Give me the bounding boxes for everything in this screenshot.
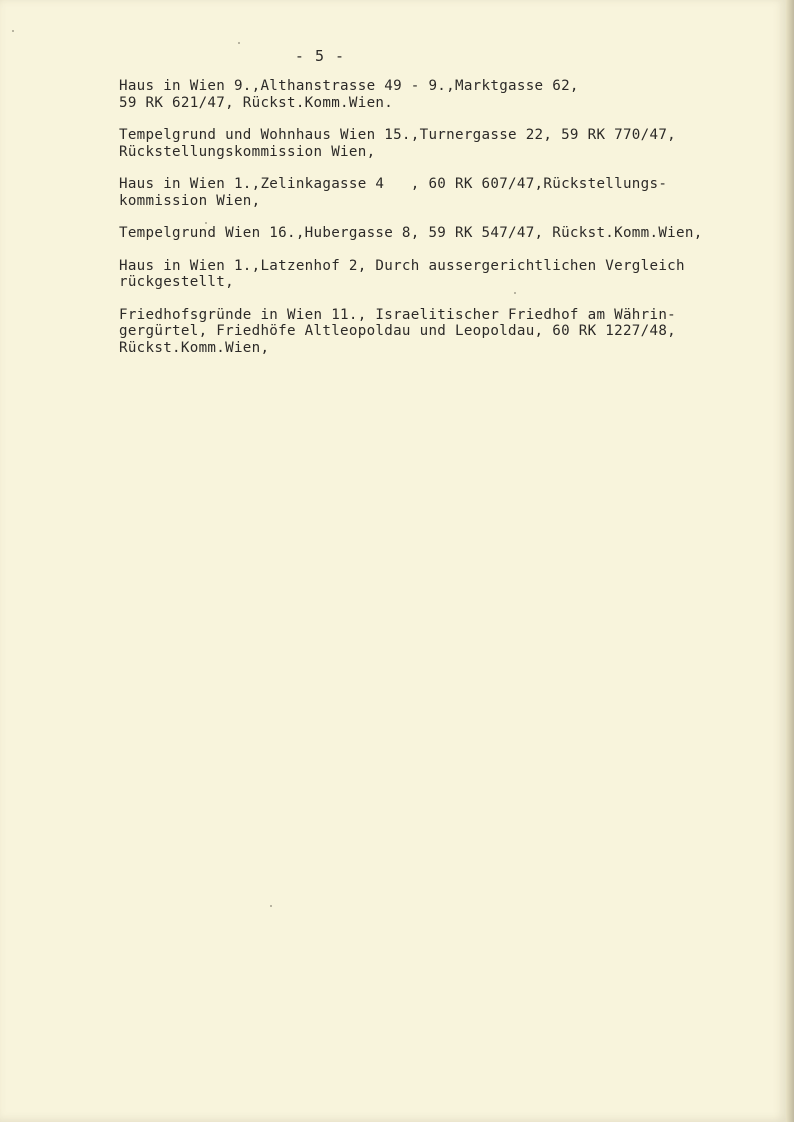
entry-line: rückgestellt, [119, 274, 234, 290]
entry-line: Haus in Wien 9.,Althanstrasse 49 - 9.,Marktgasse 62, [119, 78, 579, 94]
paper-speck [205, 222, 207, 224]
paper-edge [786, 0, 794, 1122]
entry-line: Haus in Wien 1.,Latzenhof 2, Durch aussergerichtlichen Vergleich [119, 257, 685, 274]
entry-line: Rückst.Komm.Wien, [119, 339, 270, 356]
paper-speck [270, 905, 272, 907]
entry-line: gergürtel, Friedhöfe Altleopoldau und Leopoldau, 60 RK 1227/48, [119, 323, 677, 339]
list-item [119, 176, 769, 209]
entry-line: Haus in Wien 1.,Zelinkagasse 4 , 60 RK 607/47,Rückstellungs- [119, 176, 668, 192]
paper-speck [238, 42, 240, 44]
entry-line: Tempelgrund Wien 16.,Hubergasse 8, 59 RK 547/47, Rückst.Komm.Wien, [119, 225, 703, 241]
list-item [119, 258, 769, 291]
entry-line: Tempelgrund und Wohnhaus Wien 15.,Turnergasse 22, 59 RK 770/47, [119, 127, 677, 143]
list-item [119, 127, 769, 160]
entry-line: kommission Wien, [119, 192, 261, 209]
paper-speck [514, 292, 516, 294]
list-item [119, 307, 769, 357]
entry-line: Rückstellungskommission Wien, [119, 143, 376, 160]
list-item [119, 225, 769, 242]
entry-line: Friedhofsgründe in Wien 11., Israelitischer Friedhof am Währin- [119, 306, 677, 323]
page-number: - 5 - [294, 47, 346, 65]
list-item [119, 78, 769, 111]
paper-speck [12, 30, 14, 32]
entry-list [119, 78, 769, 372]
entry-line: 59 RK 621/47, Rückst.Komm.Wien. [119, 94, 394, 111]
